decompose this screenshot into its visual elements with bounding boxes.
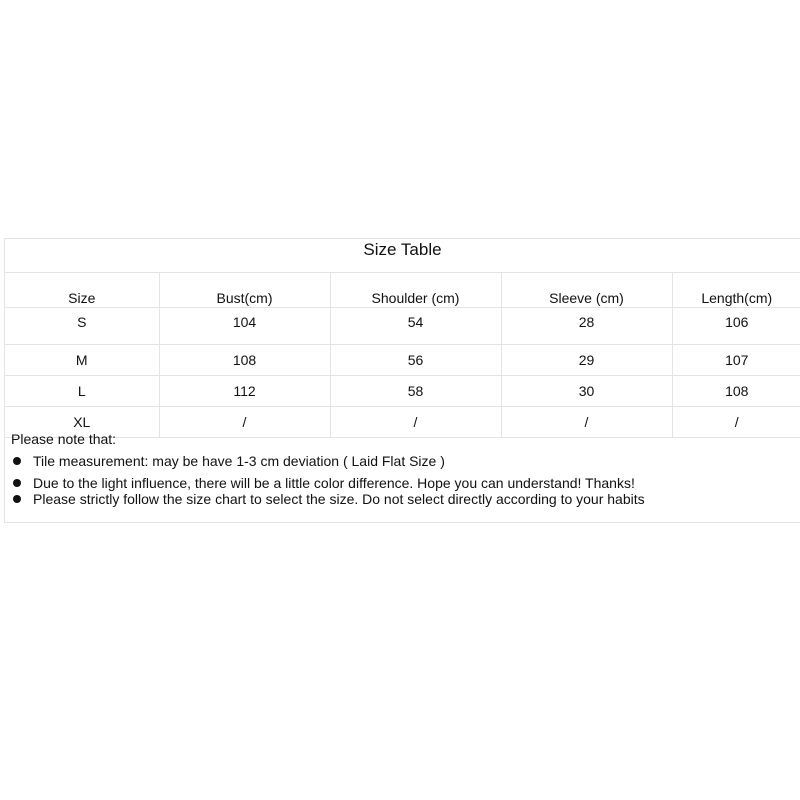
bullet-icon xyxy=(13,457,21,465)
table-header-row xyxy=(5,273,800,308)
list-item xyxy=(11,491,799,507)
cell-sleeve: 28 xyxy=(501,308,672,345)
cell-bust: / xyxy=(159,407,330,438)
note-text: Due to the light influence, there will be a little color difference. Hope you can understand! Thanks! xyxy=(33,475,635,491)
cell-bust: 112 xyxy=(159,376,330,407)
header-shoulder: Shoulder (cm) xyxy=(330,273,501,308)
note-text: Tile measurement: may be have 1-3 cm deviation ( Laid Flat Size ) xyxy=(33,453,445,469)
header-length: Length(cm) xyxy=(672,273,800,308)
header-sleeve: Sleeve (cm) xyxy=(501,273,672,308)
cell-length: 106 xyxy=(672,308,800,345)
notes-list xyxy=(11,453,799,507)
cell-bust: 104 xyxy=(159,308,330,345)
cell-length: 107 xyxy=(672,345,800,376)
list-item xyxy=(11,453,799,469)
bullet-icon xyxy=(13,479,21,487)
table-row xyxy=(5,345,800,376)
cell-sleeve: 30 xyxy=(501,376,672,407)
cell-size: M xyxy=(5,345,159,376)
cell-shoulder: 54 xyxy=(330,308,501,345)
header-size: Size xyxy=(5,273,159,308)
table-row xyxy=(5,308,800,345)
cell-bust: 108 xyxy=(159,345,330,376)
cell-shoulder: 56 xyxy=(330,345,501,376)
notes-section xyxy=(11,431,799,513)
cell-length: / xyxy=(672,407,800,438)
table-title: Size Table xyxy=(5,239,800,273)
cell-shoulder: / xyxy=(330,407,501,438)
notes-title: Please note that: xyxy=(11,431,117,447)
cell-sleeve: 29 xyxy=(501,345,672,376)
cell-length: 108 xyxy=(672,376,800,407)
header-bust: Bust(cm) xyxy=(159,273,330,308)
cell-shoulder: 58 xyxy=(330,376,501,407)
bullet-icon xyxy=(13,495,21,503)
cell-sleeve: / xyxy=(501,407,672,438)
table-row xyxy=(5,376,800,407)
size-table xyxy=(5,273,800,438)
cell-size: S xyxy=(5,308,159,345)
cell-size: L xyxy=(5,376,159,407)
list-item xyxy=(11,475,799,491)
size-table-panel xyxy=(4,238,800,523)
cell-size: XL xyxy=(5,407,159,438)
note-text: Please strictly follow the size chart to select the size. Do not select directly according to your habits xyxy=(33,491,645,507)
